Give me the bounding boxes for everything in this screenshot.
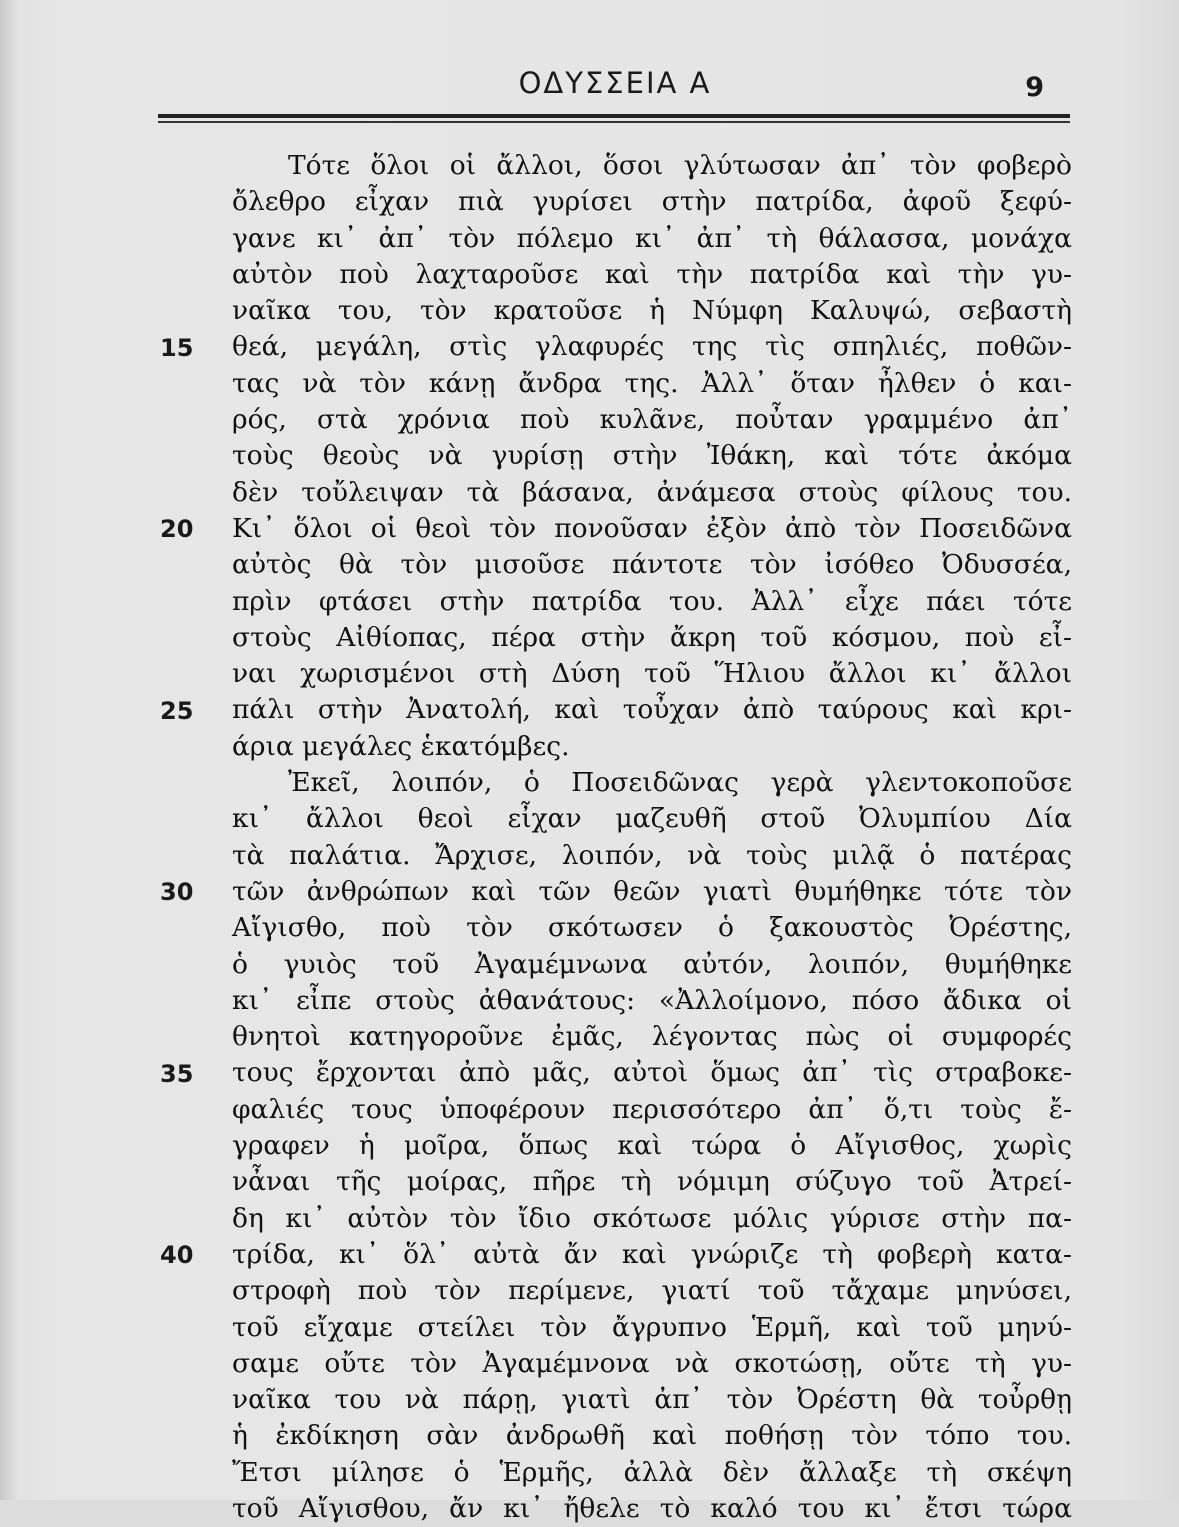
text-line: τοῦ Αἴγισθου, ἄν κι᾿ ἤθελε τὸ καλό του κι᾿ ἔτσι τώρα [232, 1492, 1072, 1524]
text-line: άρια μεγάλες ἑκατόμβες. [232, 730, 570, 762]
text-line: Ἔτσι μίλησε ὁ Ἑρμῆς, ἀλλὰ δὲν ἄλλαξε τὴ σκέψη [232, 1456, 1072, 1488]
text-line: ρός, στὰ χρόνια ποὺ κυλᾶνε, ποὖταν γραμμένο ἀπ᾿ [232, 404, 1072, 436]
line-number-40: 40 [160, 1241, 194, 1269]
header-rule-thick [158, 114, 1070, 118]
text-line: δὲν τοὔλειψαν τὰ βάσανα, ἀνάμεσα στοὺς φίλους του. [232, 476, 1072, 508]
text-line: τοὺς θεοὺς νὰ γυρίσῃ στὴν Ἰθάκη, καὶ τότε ἀκόμα [232, 440, 1072, 472]
text-line: τους ἔρχονται ἀπὸ μᾶς, αὐτοὶ ὅμως ἀπ᾿ τὶς στραβοκε- [232, 1057, 1072, 1089]
text-line: Αἴγισθο, ποὺ τὸν σκότωσεν ὁ ξακουστὸς Ὀρέστης, [232, 912, 1072, 944]
text-line: θνητοὶ κατηγοροῦνε ἐμᾶς, λέγοντας πὼς οἱ συμφορές [232, 1021, 1072, 1053]
text-line: φαλιές τους ὑποφέρουν περισσότερο ἀπ᾿ ὅ,τι τοὺς ἔ- [232, 1093, 1072, 1125]
header-rule-thin [158, 121, 1070, 123]
text-line: κι᾿ ἄλλοι θεοὶ εἶχαν μαζευθῆ στοῦ Ὀλυμπίου Δία [232, 803, 1072, 835]
text-line: τῶν ἀνθρώπων καὶ τῶν θεῶν γιατὶ θυμήθηκε τότε τὸν [232, 875, 1072, 907]
text-line: ὄλεθρο εἶχαν πιὰ γυρίσει στὴν πατρίδα, ἀφοῦ ξεφύ- [232, 186, 1072, 218]
line-number-15: 15 [160, 333, 194, 362]
line-number-35: 35 [160, 1059, 194, 1088]
page-number: 9 [1025, 72, 1044, 103]
text-line: τας νὰ τὸν κάνῃ ἄνδρα της. Ἀλλ᾿ ὅταν ἦλθεν ὁ και- [232, 367, 1072, 399]
text-line: ναι χωρισμένοι στὴ Δύση τοῦ Ἥλιου ἄλλοι κι᾿ ἄλλοι [232, 658, 1072, 690]
text-line: σαμε οὔτε τὸν Ἀγαμέμνονα νὰ σκοτώσῃ, οὔτε τὴ γυ- [232, 1347, 1072, 1379]
text-line: νἆναι τῆς μοίρας, πῆρε τὴ νόμιμη σύζυγο τοῦ Ἀτρεί- [232, 1166, 1072, 1198]
text-line: ναῖκα του νὰ πάρῃ, γιατὶ ἀπ᾿ τὸν Ὀρέστη θὰ τοὖρθῃ [232, 1384, 1072, 1416]
text-line: θεά, μεγάλη, στὶς γλαφυρές της τὶς σπηλιές, ποθῶν- [232, 331, 1072, 363]
text-line: τοῦ εἴχαμε στείλει τὸν ἄγρυπνο Ἑρμῆ, καὶ τοῦ μηνύ- [232, 1311, 1072, 1343]
text-line: ὁ γυιὸς τοῦ Ἀγαμέμνωνα αὐτόν, λοιπόν, θυμήθηκε [232, 948, 1072, 980]
text-line: Ἐκεῖ, λοιπόν, ὁ Ποσειδῶνας γερὰ γλεντοκοποῦσε [288, 767, 1072, 799]
text-line: κι᾿ εἶπε στοὺς ἀθανάτους: «Ἀλλοίμονο, πόσο ἄδικα οἱ [232, 984, 1072, 1016]
text-line: πρὶν φτάσει στὴν πατρίδα του. Ἀλλ᾿ εἶχε πάει τότε [232, 585, 1072, 617]
text-line: γραφεν ἡ μοῖρα, ὅπως καὶ τώρα ὁ Αἴγισθος, χωρὶς [232, 1130, 1072, 1162]
text-line: στοὺς Αἰθίοπας, πέρα στὴν ἄκρη τοῦ κόσμου, ποὺ εἶ- [232, 621, 1072, 653]
text-line: Τότε ὅλοι οἱ ἄλλοι, ὅσοι γλύτωσαν ἀπ᾿ τὸν φοβερὸ [288, 150, 1072, 181]
text-line: αὐτὸς θὰ τὸν μισοῦσε πάντοτε τὸν ἰσόθεο Ὀδυσσέα, [232, 549, 1072, 581]
text-line: ναῖκα του, τὸν κρατοῦσε ἡ Νύμφη Καλυψώ, σεβαστὴ [232, 295, 1072, 327]
running-title: ΟΔΥΣΣΕΙΑ Α [518, 66, 712, 100]
text-line: πάλι στὴν Ἀνατολή, καὶ τοὖχαν ἀπὸ ταύρους καὶ κρι- [232, 694, 1072, 726]
line-number-25: 25 [160, 696, 194, 725]
text-line: γανε κι᾿ ἀπ᾿ τὸν πόλεμο κι᾿ ἀπ᾿ τὴ θάλασσα, μονάχα [232, 222, 1072, 254]
text-line: τρίδα, κι᾿ ὅλ᾿ αὐτὰ ἄν καὶ γνώριζε τὴ φοβερὴ κατα- [232, 1238, 1072, 1270]
text-line: στροφὴ ποὺ τὸν περίμενε, γιατί τοῦ τἄχαμε μηνύσει, [232, 1275, 1072, 1307]
text-line: Κι᾿ ὅλοι οἱ θεοὶ τὸν πονοῦσαν ἐξὸν ἀπὸ τὸν Ποσειδῶνα [232, 512, 1072, 544]
line-number-20: 20 [160, 515, 194, 543]
text-line: δη κι᾿ αὐτὸν τὸν ἴδιο σκότωσε μόλις γύρισε στὴν πα- [232, 1202, 1072, 1234]
page-header [160, 62, 1070, 112]
body-text [232, 148, 1072, 1527]
text-line: ἡ ἐκδίκηση σὰν ἀνδρωθῆ καὶ ποθήσῃ τὸν τόπο του. [232, 1420, 1072, 1452]
text-line: αὐτὸν ποὺ λαχταροῦσε καὶ τὴν πατρίδα καὶ τὴν γυ- [232, 258, 1072, 290]
line-number-30: 30 [160, 878, 194, 906]
text-line: τὰ παλάτια. Ἄρχισε, λοιπόν, νὰ τοὺς μιλᾷ ὁ πατέρας [232, 839, 1072, 871]
